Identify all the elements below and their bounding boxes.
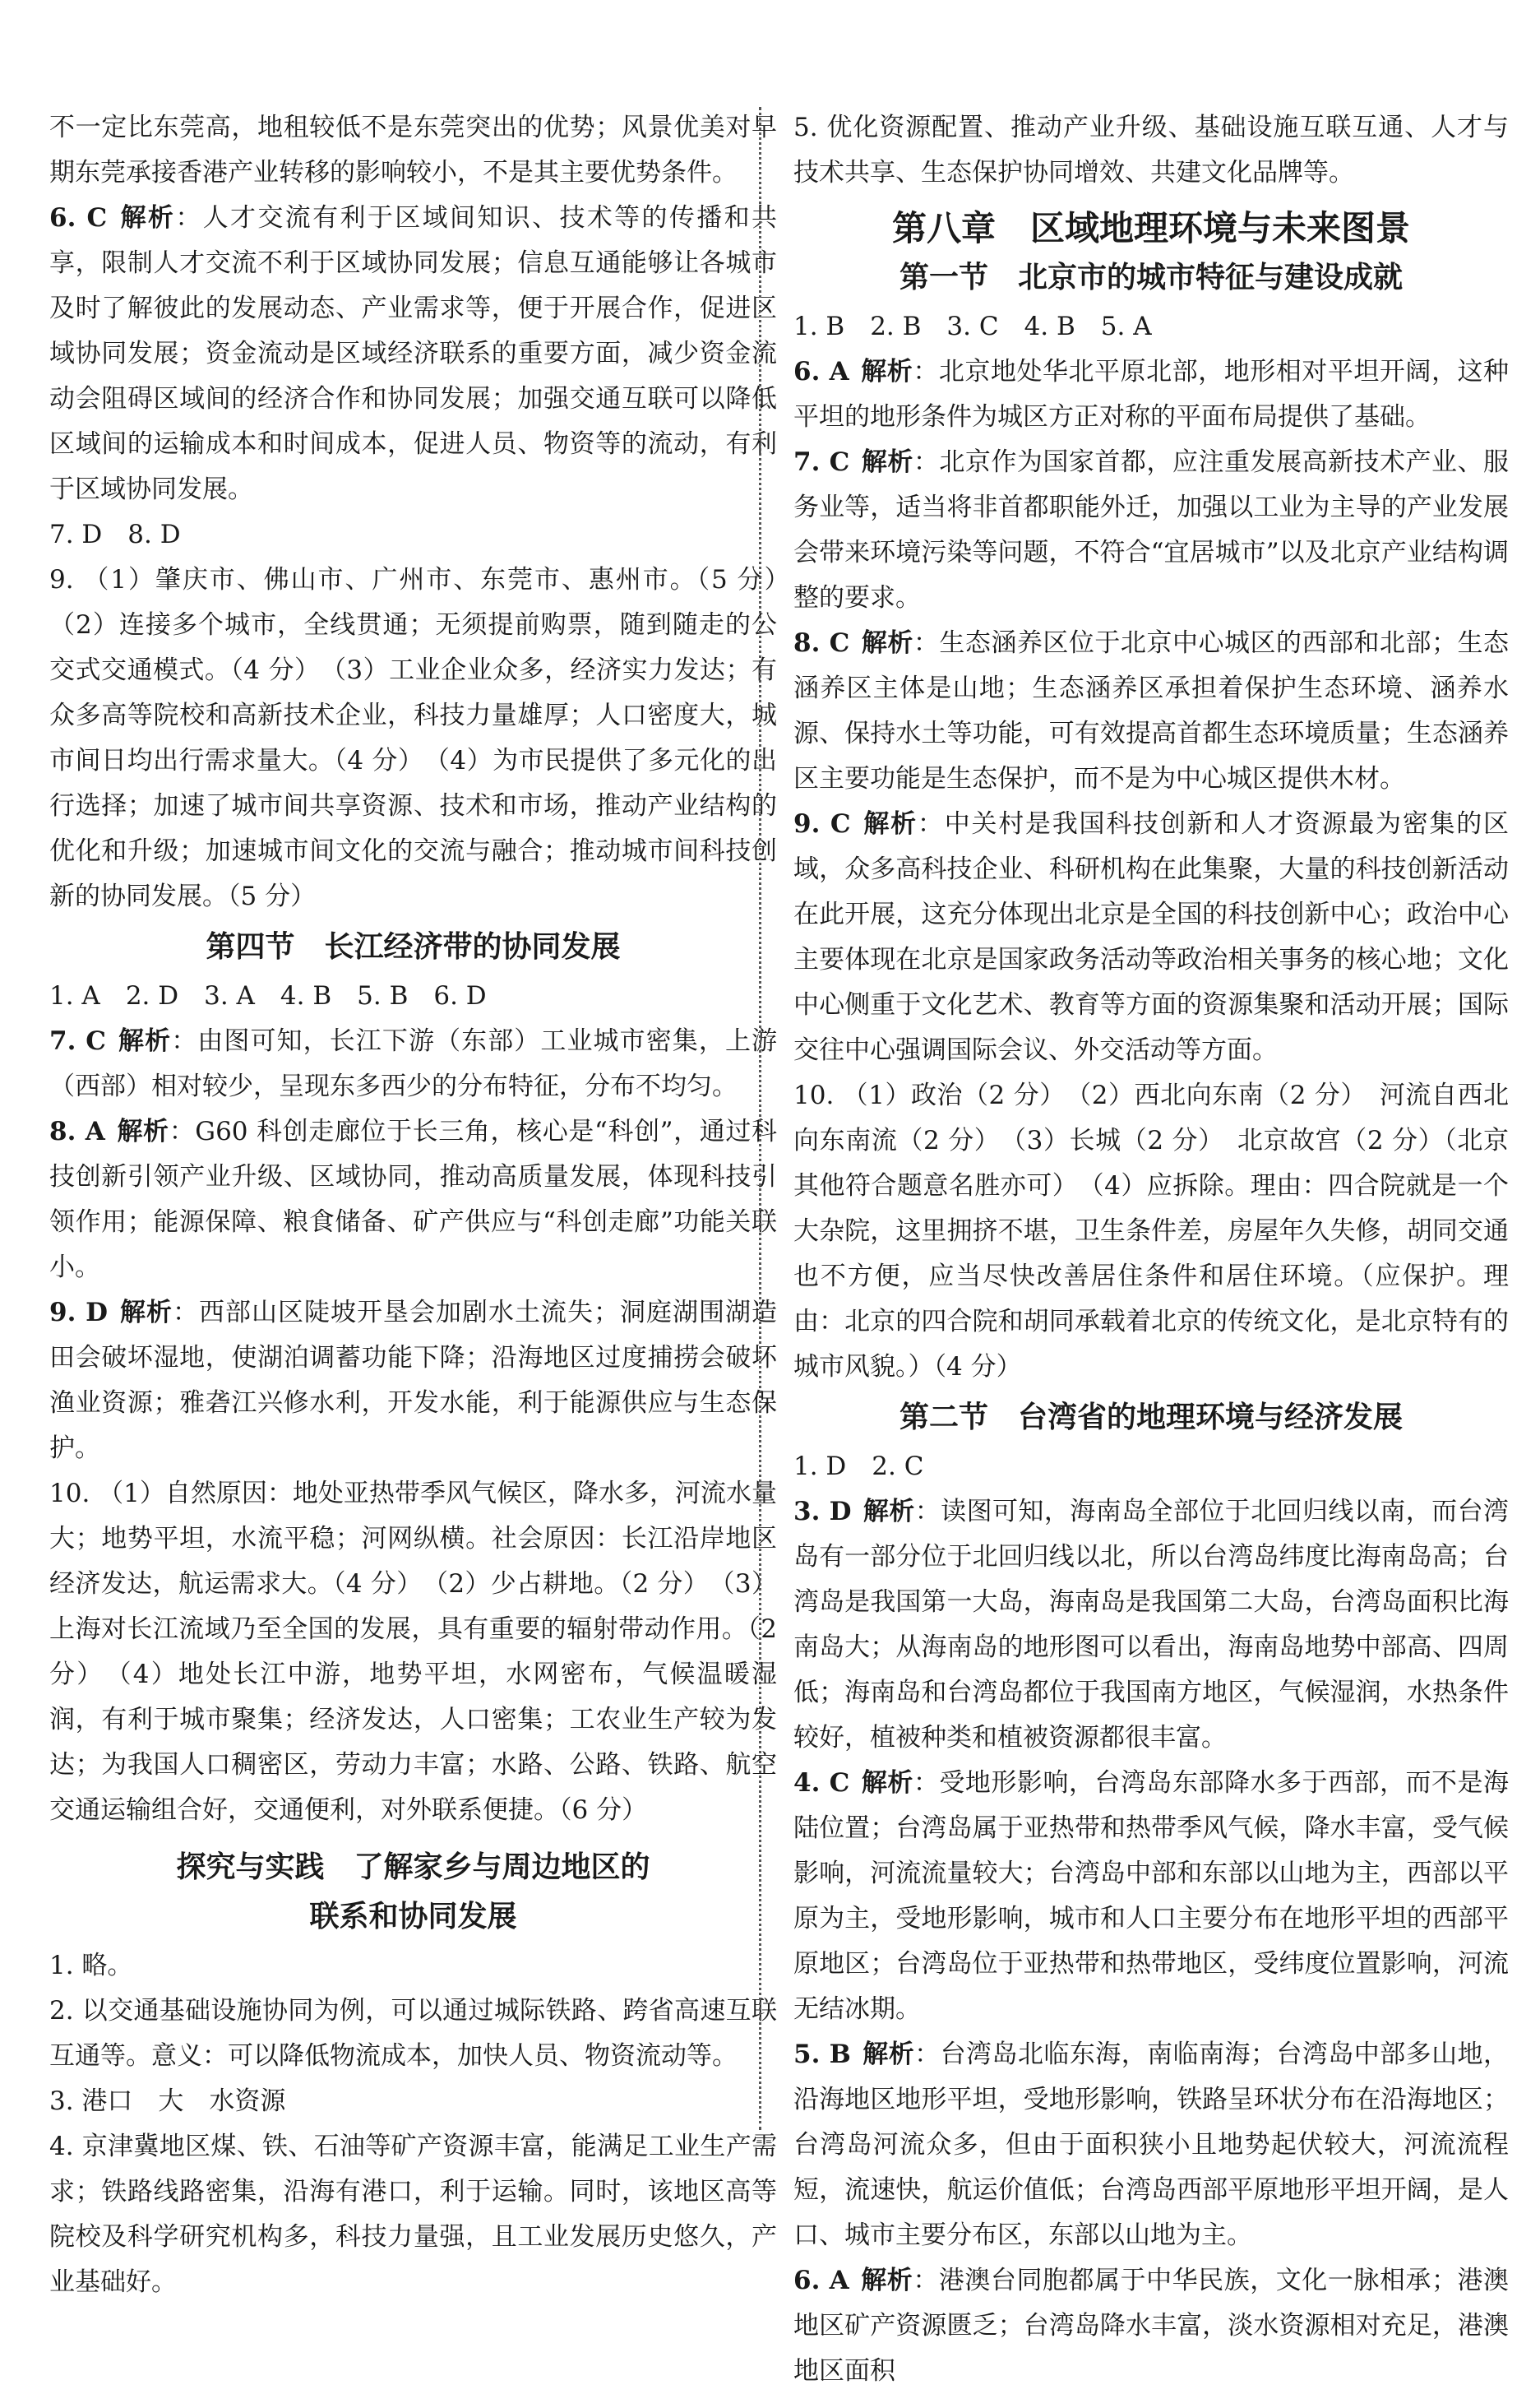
answer-7-8: 7. D 8. D (49, 520, 181, 549)
analysis-label: 解析 (119, 1298, 173, 1327)
analysis-label: 解析 (861, 1768, 913, 1798)
analysis-text: ：港澳台同胞都属于中华民族，文化一脉相承；港澳地区矿产资源匮乏；台湾岛降水丰富，淡水资源相对充足，港澳地区面积 (793, 2266, 1510, 2386)
analysis-label: 解析 (862, 2040, 915, 2069)
s2-answer-3 (793, 1489, 1509, 1761)
analysis-text: ：读图可知，海南岛全部位于北回归线以南，而台湾岛有一部分位于北回归线以北，所以台湾岛纬度比海南岛高；台湾岛是我国第一大岛，海南岛是我国第二大岛，台湾岛面积比海南岛大；从海南岛的地形图可以看出，海南岛地势中部高、四周低；海南岛和台湾岛都位于我国南方地区，气候湿润，水热条件较好，植被种类和植被资源都很丰富。 (793, 1497, 1509, 1753)
answer-number: 8. A (49, 1117, 105, 1146)
analysis-label: 解析 (862, 809, 918, 839)
answer-9: 9. （1）肇庆市、佛山市、广州市、东莞市、惠州市。（5 分） （2）连接多个城市，全线贯通；无须提前购票，随到随走的公交式交通模式。（4 分） （3）工业企业众多，经济实力发达；有众多高等院校和高新技术企业，科技力量雄厚；人口密度大，城市间日均出行需求量大。（4 分） （4）为市民提供了多元化的出行选择；加速了城市间共享资源、技术和市场，推动产业结构的优化和升级；加速城市间文化的交流与融合；推动城市间科技创新的协同发展。（5 分） (49, 565, 802, 911)
analysis-text: ：生态涵养区位于北京中心城区的西部和北部；生态涵养区主体是山地；生态涵养区承担着保护生态环境、涵养水源、保持水土等功能，可有效提高首都生态环境质量；生态涵养区主要功能是生态保护，而不是为中心城区提供木材。 (793, 628, 1510, 794)
answer-number: 5. B (793, 2040, 851, 2069)
left-column (49, 105, 802, 2305)
s4-answer-8 (49, 1109, 777, 1290)
answer-number: 6. C (49, 203, 108, 233)
answer-number: 8. C (793, 628, 850, 658)
section-2-title: 第二节 台湾省的地理环境与经济发展 (899, 1401, 1403, 1434)
analysis-text: ：由图可知，长江下游（东部）工业城市密集，上游（西部）相对较少，呈现东多西少的分布特征，分布不均匀。 (49, 1026, 778, 1101)
analysis-label: 解析 (118, 203, 176, 233)
chapter-8-title: 第八章 区域地理环境与未来图景 (891, 208, 1410, 248)
right-column (793, 105, 1509, 2394)
analysis-text: ：受地形影响，台湾岛东部降水多于西部，而不是海陆位置；台湾岛属于亚热带和热带季风气候，降水丰富，受气候影响，河流流量较大；台湾岛中部和东部以山地为主，西部以平原为主，受地形影响，城市和人口主要分布在地形平坦的西部平原地区；台湾岛位于亚热带和热带地区，受纬度位置影响，河流无结冰期。 (793, 1768, 1510, 2024)
s1-answer-10: 10. （1）政治（2 分） （2）西北向东南（2 分） 河流自西北向东南流（2 分） （3）长城（2 分） 北京故宫（2 分）（北京其他符合题意名胜亦可） （4）应拆除。理由：四合院就是一个大杂院，这里拥挤不堪，卫生条件差，房屋年久失修，胡同交通也不方便，应当尽快改善居住条件和居住环境。（应保护。理由：北京的四合院和胡同承载着北京的传统文化，是北京特有的城市风貌。）（4 分） (793, 1081, 1509, 1382)
analysis-text: ：人才交流有利于区域间知识、技术等的传播和共享，限制人才交流不利于区域协同发展；信息互通能够让各城市及时了解彼此的发展动态、产业需求等，便于开展合作，促进区域协同发展；资金流动是区域经济联系的重要方面，减少资金流动会阻碍区域间的经济合作和协同发展；加强交通互联可以降低区域间的运输成本和时间成本，促进人员、物资等的流动，有利于区域协同发展。 (49, 203, 778, 504)
s1-answer-7 (793, 440, 1509, 621)
practice-answer-4: 4. 京津冀地区煤、铁、石油等矿产资源丰富，能满足工业生产需求；铁路线路密集，沿海有港口，利于运输。同时，该地区高等院校及科学研究机构多，科技力量强，且工业发展历史悠久，产业基础好。 (49, 2132, 777, 2297)
practice-answer-5: 5. 优化资源配置、推动产业升级、基础设施互联互通、人才与技术共享、生态保护协同增效、共建文化品牌等。 (793, 113, 1509, 188)
s4-answer-10: 10. （1）自然原因：地处亚热带季风气候区，降水多，河流水量大；地势平坦，水流平稳；河网纵横。社会原因：长江沿岸地区经济发达，航运需求大。（4 分） （2）少占耕地。（2 分） （3）上海对长江流域乃至全国的发展，具有重要的辐射带动作用。（2 分） （4）地处长江中游，地势平坦，水网密布，气候温暖湿润，有利于城市聚集；经济发达，人口密集；工农业生产较为发达；为我国人口稠密区，劳动力丰富；水路、公路、铁路、航空交通运输组合好，交通便利，对外联系便捷。（6 分） (49, 1479, 777, 1825)
s1-answer-6 (793, 350, 1509, 440)
s2-answer-4 (793, 1761, 1509, 2032)
analysis-label: 解析 (116, 1117, 169, 1146)
practice-answer-3: 3. 港口 大 水资源 (49, 2086, 286, 2116)
analysis-label: 解析 (861, 628, 913, 658)
analysis-text: ：台湾岛北临东海，南临南海；台湾岛中部多山地，沿海地区地形平坦，受地形影响，铁路呈环状分布在沿海地区；台湾岛河流众多，但由于面积狭小且地势起伏较大，河流流程短，流速快，航运价值低；台湾岛西部平原地形平坦开阔，是人口、城市主要分布区，东部以山地为主。 (793, 2040, 1510, 2250)
section-1-title: 第一节 北京市的城市特征与建设成就 (899, 261, 1403, 294)
answer-number: 7. C (793, 447, 850, 477)
s2-answer-5 (793, 2032, 1509, 2258)
s1-answer-9 (793, 802, 1509, 1073)
analysis-label: 解析 (117, 1026, 172, 1056)
answer-6 (49, 196, 777, 512)
analysis-label: 解析 (860, 2266, 913, 2295)
answer-number: 7. C (49, 1026, 106, 1056)
s2-answer-6 (793, 2258, 1509, 2394)
answer-number: 9. C (793, 809, 851, 839)
practice-title-line-1: 探究与实践 了解家乡与周边地区的 (176, 1850, 650, 1884)
answer-number: 6. A (793, 2266, 849, 2295)
analysis-text: ：北京作为国家首都，应注重发展高新技术产业、服务业等，适当将非首都职能外迁，加强以工业为主导的产业发展会带来环境污染等问题，不符合“宜居城市”以及北京产业结构调整的要求。 (793, 447, 1510, 613)
analysis-text: ：G60 科创走廊位于长三角，核心是“科创”，通过科技创新引领产业升级、区域协同，推动高质量发展，体现科技引领作用；能源保障、粮食储备、矿产供应与“科创走廊”功能关联小。 (49, 1117, 777, 1282)
s1-answer-8 (793, 621, 1509, 802)
answer-number: 6. A (793, 357, 849, 387)
analysis-text: ：中关村是我国科技创新和人才资源最为密集的区域，众多高科技企业、科研机构在此集聚，大量的科技创新活动在此开展，这充分体现出北京是全国的科技创新中心；政治中心主要体现在北京是国家政务活动等政治相关事务的核心地；文化中心侧重于文化艺术、教育等方面的资源集聚和活动开展；国际交往中心强调国际会议、外交活动等方面。 (793, 809, 1510, 1065)
analysis-text: ：北京地处华北平原北部，地形相对平坦开阔，这种平坦的地形条件为城区方正对称的平面布局提供了基础。 (793, 357, 1510, 432)
answer-number: 9. D (49, 1298, 109, 1327)
analysis-text: ：西部山区陡坡开垦会加剧水土流失；洞庭湖围湖造田会破坏湿地，使湖泊调蓄功能下降；沿海地区过度捕捞会破坏渔业资源；雅砻江兴修水利，开发水能，利于能源供应与生态保护。 (49, 1298, 778, 1463)
practice-answer-2: 2. 以交通基础设施协同为例，可以通过城际铁路、跨省高速互联互通等。意义：可以降低物流成本，加快人员、物资流动等。 (49, 1996, 777, 2071)
answer-continuation: 不一定比东莞高，地租较低不是东莞突出的优势；风景优美对早期东莞承接香港产业转移的影响较小，不是其主要优势条件。 (49, 113, 777, 188)
practice-answer-1: 1. 略。 (49, 1951, 133, 1980)
practice-title-line-2: 联系和协同发展 (309, 1900, 517, 1933)
s1-answers-1-5: 1. B 2. B 3. C 4. B 5. A (793, 312, 1152, 341)
analysis-label: 解析 (862, 1497, 915, 1526)
s2-answers-1-2: 1. D 2. C (793, 1452, 924, 1481)
s4-answer-9 (49, 1290, 777, 1471)
s4-answers-1-6: 1. A 2. D 3. A 4. B 5. B 6. D (49, 981, 487, 1011)
column-divider (759, 107, 761, 2130)
answer-number: 4. C (793, 1768, 850, 1798)
analysis-label: 解析 (860, 357, 913, 387)
s4-answer-7 (49, 1019, 777, 1109)
section-4-title: 第四节 长江经济带的协同发展 (206, 930, 621, 964)
answer-number: 3. D (793, 1497, 852, 1526)
analysis-label: 解析 (861, 447, 913, 477)
